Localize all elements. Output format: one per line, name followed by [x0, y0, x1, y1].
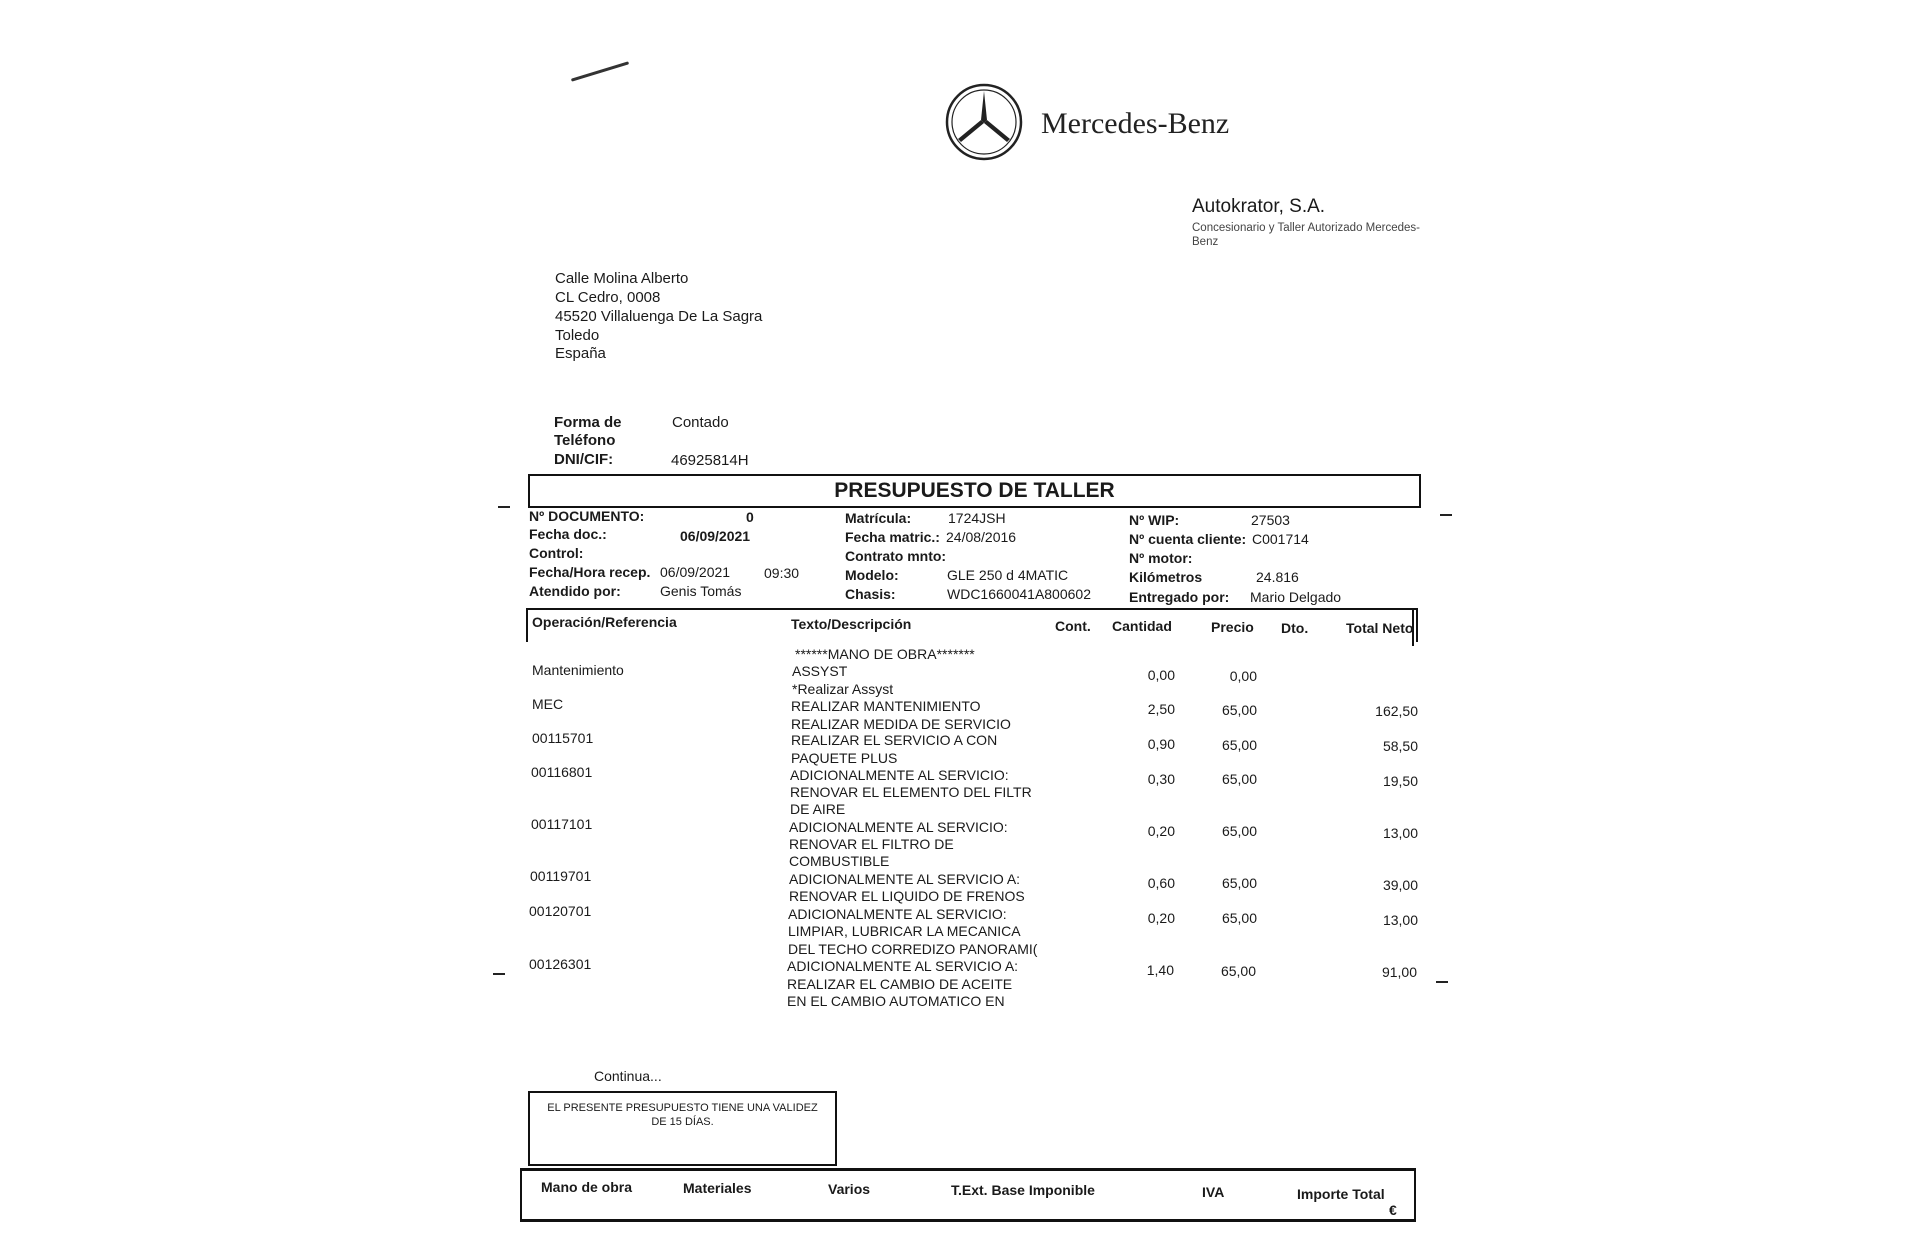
dealer-tagline-2: Benz [1192, 236, 1219, 248]
customer-name: Calle Molina Alberto [555, 270, 689, 287]
table-row-desc: DE AIRE [790, 801, 846, 817]
forma-value: Contado [672, 414, 729, 431]
validez-line-1: EL PRESENTE PRESUPUESTO TIENE UNA VALIDEZ [547, 1102, 818, 1114]
table-row-desc: LIMPIAR, LUBRICAR LA MECANICA [788, 923, 1021, 939]
margin-mark [498, 506, 510, 508]
table-row-desc: PAQUETE PLUS [791, 750, 898, 766]
table-row-precio: 65,00 [1221, 875, 1257, 891]
table-row-op: 00120701 [529, 903, 592, 919]
header-dto: Dto. [1281, 620, 1309, 636]
customer-country: España [555, 345, 606, 362]
document-title: PRESUPUESTO DE TALLER [834, 479, 1115, 502]
header-cont: Cont. [1055, 618, 1091, 634]
table-row-cantidad: 0,90 [1147, 736, 1175, 752]
table-row-precio: 65,00 [1221, 702, 1257, 718]
header-operacion: Operación/Referencia [532, 614, 677, 630]
table-row-desc: DEL TECHO CORREDIZO PANORAMI( [788, 941, 1038, 957]
table-row-desc: *Realizar Assyst [792, 681, 894, 697]
fecha-doc-label: Fecha doc.: [529, 526, 607, 542]
table-row-total: 162,50 [1375, 703, 1418, 719]
table-row-desc: ADICIONALMENTE AL SERVICIO A: [789, 871, 1021, 887]
fecha-recep-date: 06/09/2021 [660, 564, 731, 580]
table-row-precio: 0,00 [1229, 668, 1257, 684]
continua-label: Continua... [594, 1068, 662, 1084]
margin-mark [1440, 514, 1452, 516]
matricula-value: 1724JSH [948, 510, 1006, 526]
totals-varios: Varios [828, 1181, 871, 1197]
table-row-desc: EN EL CAMBIO AUTOMATICO EN [787, 993, 1005, 1009]
atendido-value: Genis Tomás [660, 583, 742, 599]
table-row-precio: 65,00 [1221, 823, 1257, 839]
table-row-op: 00116801 [531, 764, 593, 780]
table-row-desc: RENOVAR EL LIQUIDO DE FRENOS [789, 888, 1025, 904]
km-label: Kilómetros [1129, 569, 1203, 585]
wip-label: Nº WIP: [1129, 512, 1180, 528]
hora-recep: 09:30 [764, 565, 800, 581]
table-row-total: 58,50 [1382, 738, 1418, 754]
table-row-precio: 65,00 [1220, 963, 1256, 979]
table-row-total: 13,00 [1382, 912, 1418, 928]
num-documento-label: Nº DOCUMENTO: [529, 508, 645, 524]
table-row-total: 91,00 [1381, 964, 1417, 980]
motor-label: Nº motor: [1129, 550, 1193, 566]
table-row-op: 00119701 [530, 868, 592, 884]
header-descripcion: Texto/Descripción [791, 616, 912, 632]
table-row-desc: REALIZAR EL CAMBIO DE ACEITE [787, 976, 1013, 992]
table-row-total: 13,00 [1382, 825, 1418, 841]
table-row-cantidad: 0,30 [1147, 771, 1175, 787]
validez-line-2: DE 15 DÍAS. [651, 1116, 714, 1128]
totals-base-imponible: T.Ext. Base Imponible [951, 1182, 1095, 1198]
table-row-precio: 65,00 [1221, 737, 1257, 753]
totals-iva: IVA [1202, 1184, 1225, 1200]
totals-mano-de-obra: Mano de obra [541, 1179, 633, 1195]
dealer-tagline: Concesionario y Taller Autorizado Mercedes- [1192, 222, 1420, 234]
matricula-label: Matrícula: [845, 510, 912, 526]
table-row-desc: ADICIONALMENTE AL SERVICIO: [788, 906, 1007, 922]
atendido-label: Atendido por: [529, 583, 621, 599]
control-label: Control: [529, 545, 584, 561]
totals-materiales: Materiales [683, 1180, 752, 1196]
table-row-op: 00115701 [532, 730, 594, 746]
header-cantidad: Cantidad [1112, 618, 1172, 634]
table-row-desc: RENOVAR EL FILTRO DE [789, 836, 954, 852]
entregado-value: Mario Delgado [1250, 589, 1342, 605]
customer-street: CL Cedro, 0008 [555, 289, 661, 306]
contrato-label: Contrato mnto: [845, 548, 947, 564]
brand-name: Mercedes-Benz [1041, 107, 1230, 140]
dni-label: DNI/CIF: [554, 451, 614, 468]
customer-city: 45520 Villaluenga De La Sagra [555, 308, 763, 325]
header-precio: Precio [1211, 619, 1254, 635]
entregado-label: Entregado por: [1129, 589, 1230, 605]
cuenta-label: Nº cuenta cliente: [1129, 531, 1247, 547]
wip-value: 27503 [1251, 512, 1290, 528]
chasis-value: WDC1660041A800602 [947, 586, 1091, 602]
table-row-cantidad: 2,50 [1147, 701, 1175, 717]
table-row-desc: ADICIONALMENTE AL SERVICIO A: [787, 958, 1019, 974]
pen-scratch-mark [571, 61, 629, 81]
mercedes-star-icon [944, 82, 1024, 167]
table-row-desc: RENOVAR EL ELEMENTO DEL FILTR [790, 784, 1032, 800]
table-row-op: 00117101 [531, 816, 593, 832]
table-row-desc: REALIZAR MANTENIMIENTO [791, 698, 981, 714]
section-mano-de-obra: ******MANO DE OBRA******* [795, 646, 975, 662]
km-value: 24.816 [1256, 569, 1299, 585]
cuenta-value: C001714 [1252, 531, 1309, 547]
fecha-matric-label: Fecha matric.: [845, 529, 940, 545]
header-total-neto: Total Neto [1346, 620, 1414, 636]
num-documento-value: 0 [746, 509, 754, 525]
margin-mark [493, 973, 505, 975]
modelo-label: Modelo: [845, 567, 899, 583]
table-row-desc: COMBUSTIBLE [789, 853, 890, 869]
table-row-precio: 65,00 [1221, 910, 1257, 926]
table-row-cantidad: 0,20 [1147, 823, 1175, 839]
table-row-total: 39,00 [1382, 877, 1418, 893]
fecha-matric-value: 24/08/2016 [946, 529, 1017, 545]
validez-notice [530, 1101, 835, 1129]
modelo-value: GLE 250 d 4MATIC [947, 567, 1069, 583]
dni-value: 46925814H [671, 452, 749, 469]
table-row-cantidad: 0,20 [1147, 910, 1175, 926]
table-row-desc: REALIZAR EL SERVICIO A CON [791, 732, 998, 748]
table-row-desc: ADICIONALMENTE AL SERVICIO: [789, 819, 1008, 835]
table-row-op: Mantenimiento [532, 662, 624, 678]
table-row-cantidad: 1,40 [1146, 962, 1174, 978]
table-row-precio: 65,00 [1221, 771, 1257, 787]
table-row-total: 19,50 [1382, 773, 1418, 789]
table-row-cantidad: 0,00 [1147, 667, 1175, 683]
telefono-label: Teléfono [554, 432, 616, 449]
totals-currency: € [1389, 1202, 1397, 1218]
table-row-desc: ASSYST [792, 663, 848, 679]
fecha-doc-value: 06/09/2021 [680, 528, 751, 544]
totals-importe-total: Importe Total [1297, 1186, 1385, 1202]
validez-box [528, 1091, 837, 1166]
chasis-label: Chasis: [845, 586, 896, 602]
margin-mark [1436, 981, 1448, 983]
table-row-op: MEC [532, 696, 564, 712]
fecha-recep-label: Fecha/Hora recep. [529, 564, 651, 580]
forma-label: Forma de [554, 414, 622, 431]
customer-province: Toledo [555, 327, 600, 344]
dealer-name: Autokrator, S.A. [1192, 196, 1326, 217]
table-row-op: 00126301 [529, 956, 592, 972]
title-box [528, 474, 1421, 508]
table-row-cantidad: 0,60 [1147, 875, 1175, 891]
table-row-desc: REALIZAR MEDIDA DE SERVICIO [791, 716, 1011, 732]
table-row-desc: ADICIONALMENTE AL SERVICIO: [790, 767, 1009, 783]
